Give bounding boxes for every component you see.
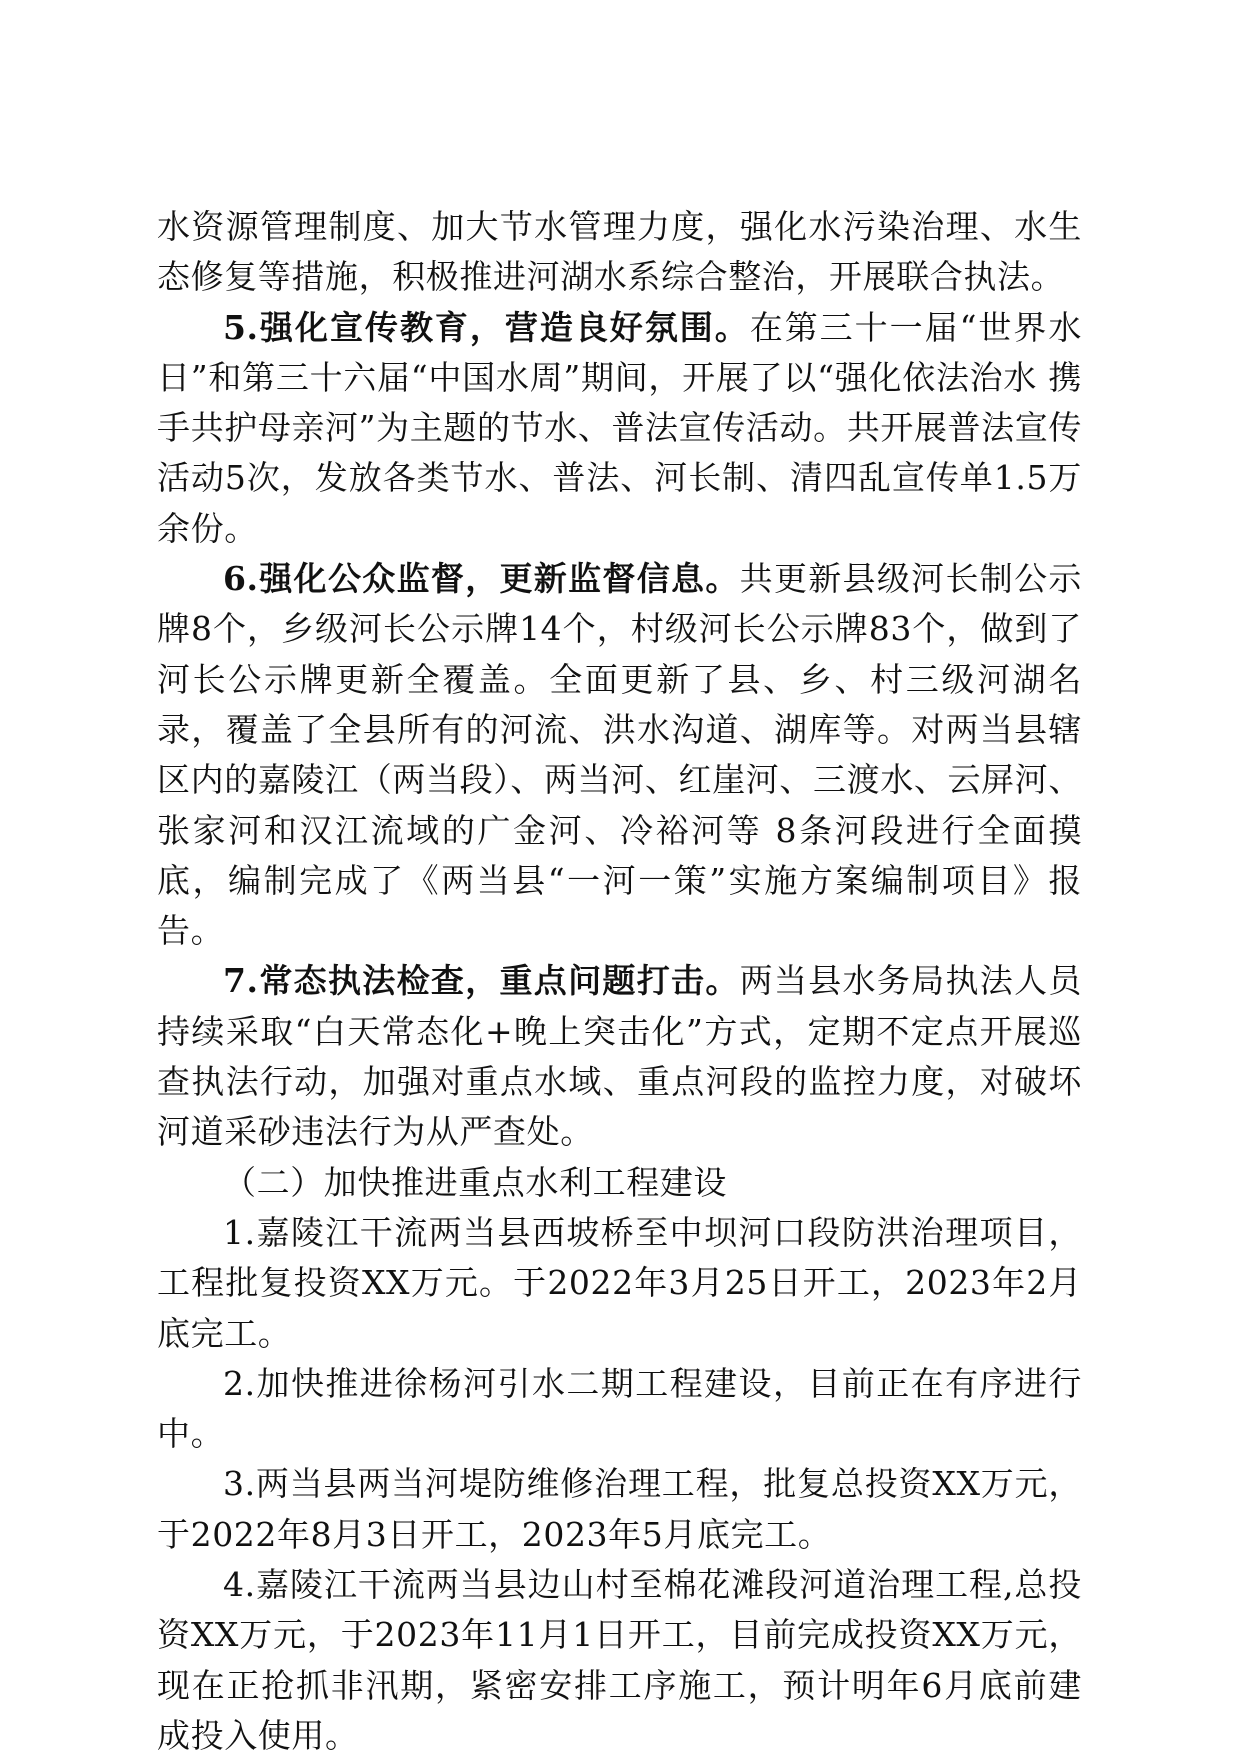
paragraph-lead-heading: 7.常态执法检查，重点问题打击。 [223,961,740,1001]
section-heading-text: （二）加快推进重点水利工程建设 [223,1162,727,1202]
paragraph-text: 两当县水务局执法人员持续采取“白天常态化+晚上突击化”方式，定期不定点开展巡查执法行动，加强对重点水域、重点河段的监控力度，对破坏河道采砂违法行为从严查处。 [157,961,1082,1152]
paragraph-water-resources-continued [157,202,1082,303]
paragraph-text: 4.嘉陵江干流两当县边山村至棉花滩段河道治理工程,总投资XX万元，于2023年11月1日开工，目前完成投资XX万元，现在正抢抓非汛期，紧密安排工序施工，预计明年6月底前建成投入使用。 [157,1565,1082,1755]
paragraph-text: 2.加快推进徐杨河引水二期工程建设，目前正在有序进行中。 [157,1363,1082,1454]
paragraph-law-enforcement [157,956,1082,1157]
paragraph-text: 在第三十一届“世界水日”和第三十六届“中国水周”期间，开展了以“强化依法治水 携手共护母亲河”为主题的节水、普法宣传活动。共开展普法宣传活动5次，发放各类节水、普法、河长制、清四乱宣传单1.5万余份。 [157,307,1082,548]
paragraph-lead-heading: 5.强化宣传教育，营造良好氛围。 [223,307,750,347]
paragraph-public-supervision [157,554,1082,956]
paragraph-text: 1.嘉陵江干流两当县西坡桥至中坝河口段防洪治理项目，工程批复投资XX万元。于2022年3月25日开工，2023年2月底完工。 [157,1212,1082,1353]
paragraph-project-1 [157,1208,1082,1359]
paragraph-publicity-education [157,303,1082,554]
paragraph-project-2 [157,1359,1082,1460]
paragraph-lead-heading: 6.强化公众监督，更新监督信息。 [223,559,740,599]
section-heading-key-projects [157,1158,1082,1208]
paragraph-project-3 [157,1459,1082,1560]
document-page [157,202,1082,1761]
paragraph-text: 共更新县级河长制公示牌8个，乡级河长公示牌14个，村级河长公示牌83个，做到了河长公示牌更新全覆盖。全面更新了县、乡、村三级河湖名录，覆盖了全县所有的河流、洪水沟道、湖库等。对两当县辖区内的嘉陵江（两当段）、两当河、红崖河、三渡水、云屏河、张家河和汉江流域的广金河、冷裕河等 8条河段进行全面摸底，编制完成了《两当县“一河一策”实施方案编制项目》报告。 [157,559,1082,951]
paragraph-project-4 [157,1560,1082,1761]
paragraph-text: 水资源管理制度、加大节水管理力度，强化水污染治理、水生态修复等措施，积极推进河湖水系综合整治，开展联合执法。 [157,207,1082,297]
paragraph-text: 3.两当县两当河堤防维修治理工程，批复总投资XX万元，于2022年8月3日开工，2023年5月底完工。 [157,1464,1082,1554]
